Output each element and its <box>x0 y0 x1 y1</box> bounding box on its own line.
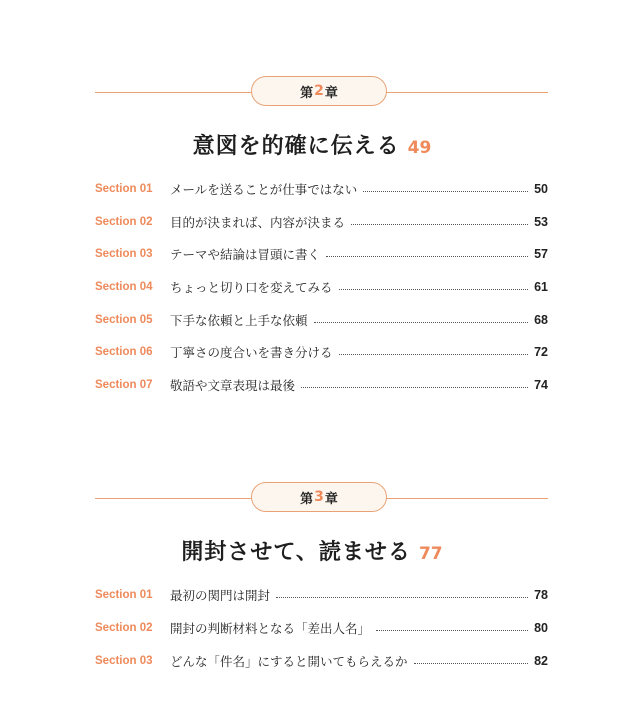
dot-leader <box>314 322 528 323</box>
section-page: 78 <box>534 588 548 602</box>
chapter-page: 49 <box>407 138 432 158</box>
section-label: Section 03 <box>95 248 153 260</box>
dot-leader <box>376 630 528 631</box>
section-label: Section 04 <box>95 281 153 293</box>
section-page: 61 <box>534 280 548 294</box>
dot-leader <box>339 289 528 290</box>
toc-entry[interactable] <box>95 180 548 198</box>
toc-entry[interactable] <box>95 652 548 670</box>
chapter-number: 3 <box>314 489 324 505</box>
dot-leader <box>276 597 528 598</box>
section-title: どんな「件名」にすると開いてもらえるか <box>170 654 408 669</box>
dot-leader <box>301 387 528 388</box>
chapter-badge <box>251 482 387 512</box>
section-label: Section 02 <box>95 622 153 634</box>
section-page: 82 <box>534 654 548 668</box>
toc-entry[interactable] <box>95 213 548 231</box>
chapter-2 <box>0 76 624 393</box>
dot-leader <box>339 354 528 355</box>
toc-entry[interactable] <box>95 245 548 263</box>
dot-leader <box>326 256 528 257</box>
section-title: ちょっと切り口を変えてみる <box>170 280 333 295</box>
chapter-title-row <box>0 129 624 160</box>
chapter-3 <box>0 482 624 669</box>
chapter-page: 77 <box>418 544 443 564</box>
chapter-title: 意図を的確に伝える <box>192 134 400 159</box>
dot-leader <box>363 191 528 192</box>
dot-leader <box>351 224 528 225</box>
chapter-badge-row <box>0 482 624 514</box>
section-label: Section 01 <box>95 183 153 195</box>
chapter-title-row <box>0 535 624 566</box>
toc-entry[interactable] <box>95 311 548 329</box>
section-label: Section 06 <box>95 346 153 358</box>
section-label: Section 03 <box>95 655 153 667</box>
toc-entry[interactable] <box>95 376 548 394</box>
section-page: 57 <box>534 247 548 261</box>
section-title: 下手な依頼と上手な依頼 <box>170 313 308 328</box>
toc-entry[interactable] <box>95 586 548 604</box>
section-page: 50 <box>534 182 548 196</box>
section-page: 53 <box>534 215 548 229</box>
section-title: 敬語や文章表現は最後 <box>170 378 296 393</box>
toc-entry[interactable] <box>95 343 548 361</box>
section-title: メールを送ることが仕事ではない <box>170 182 358 197</box>
section-page: 72 <box>534 345 548 359</box>
section-title: 丁寧さの度合いを書き分ける <box>170 345 333 360</box>
section-title: 最初の関門は開封 <box>170 588 271 603</box>
chapter-badge-row <box>0 76 624 108</box>
section-page: 68 <box>534 313 548 327</box>
section-title: 開封の判断材料となる「差出人名」 <box>170 621 371 636</box>
section-title: 目的が決まれば、内容が決まる <box>170 215 346 230</box>
section-page: 80 <box>534 621 548 635</box>
chapter-prefix: 第 <box>300 85 314 101</box>
toc-entry[interactable] <box>95 278 548 296</box>
dot-leader <box>414 663 528 664</box>
chapter-badge <box>251 76 387 106</box>
chapter-number: 2 <box>314 83 324 99</box>
section-label: Section 02 <box>95 216 153 228</box>
chapter-title: 開封させて、読ませる <box>181 540 411 565</box>
section-label: Section 07 <box>95 379 153 391</box>
section-page: 74 <box>534 378 548 392</box>
section-title: テーマや結論は冒頭に書く <box>170 247 321 262</box>
toc-entry[interactable] <box>95 619 548 637</box>
section-label: Section 01 <box>95 589 153 601</box>
section-label: Section 05 <box>95 314 153 326</box>
chapter-prefix: 第 <box>300 491 314 507</box>
chapter-suffix: 章 <box>324 491 338 507</box>
chapter-suffix: 章 <box>324 85 338 101</box>
